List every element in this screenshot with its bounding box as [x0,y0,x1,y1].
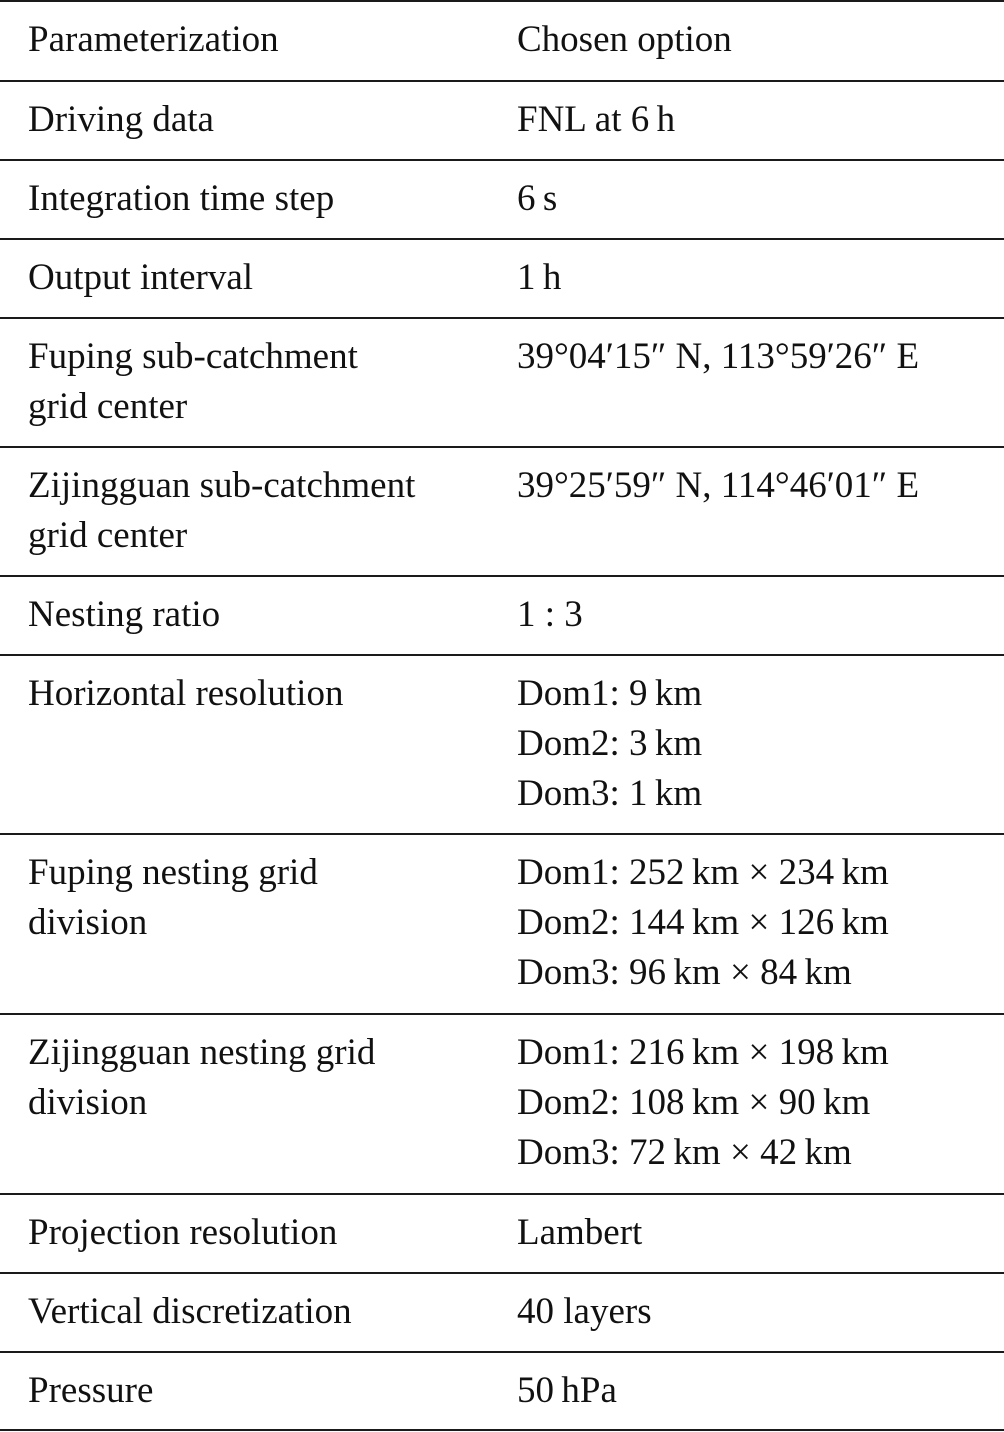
table-row [0,318,1004,447]
row-param: Vertical discretization [28,1291,352,1332]
row-param: Pressure [28,1370,154,1411]
row-option: Dom1: 252 km × 234 km Dom2: 144 km × 126 km Dom3: 96 km × 84 km [517,852,889,993]
row-param: Nesting ratio [28,594,221,635]
row-option: 1 : 3 [517,594,583,635]
row-param: Zijingguan sub-catchment grid center [28,465,416,556]
table-row [0,81,1004,160]
row-param: Integration time step [28,178,335,219]
table-row [0,655,1004,834]
table-row [0,1273,1004,1352]
table-row [0,239,1004,318]
row-param: Output interval [28,257,254,298]
row-option: 40 layers [517,1291,652,1332]
table-row [0,447,1004,576]
row-option: 6 s [517,178,558,219]
row-option: Lambert [517,1212,643,1253]
table-row [0,1352,1004,1430]
row-param: Zijingguan nesting grid division [28,1032,376,1123]
row-option: Dom1: 216 km × 198 km Dom2: 108 km × 90 km Dom3: 72 km × 42 km [517,1032,889,1173]
row-option: FNL at 6 h [517,99,676,140]
row-option: 39°04′15″ N, 113°59′26″ E [517,336,920,377]
row-param: Horizontal resolution [28,673,344,714]
table-row [0,834,1004,1014]
row-param: Fuping nesting grid division [28,852,318,943]
row-param: Fuping sub-catchment grid center [28,336,358,427]
table-row [0,160,1004,239]
row-option: 39°25′59″ N, 114°46′01″ E [517,465,920,506]
row-param: Projection resolution [28,1212,338,1253]
row-param: Driving data [28,99,214,140]
header-parameterization: Parameterization [28,19,279,60]
header-chosen-option: Chosen option [517,19,732,60]
row-option: Dom1: 9 km Dom2: 3 km Dom3: 1 km [517,673,703,814]
table-row [0,1014,1004,1194]
table-row [0,576,1004,655]
row-option: 50 hPa [517,1370,617,1411]
table-row [0,1194,1004,1273]
row-option: 1 h [517,257,562,298]
table-header-row [0,1,1004,81]
